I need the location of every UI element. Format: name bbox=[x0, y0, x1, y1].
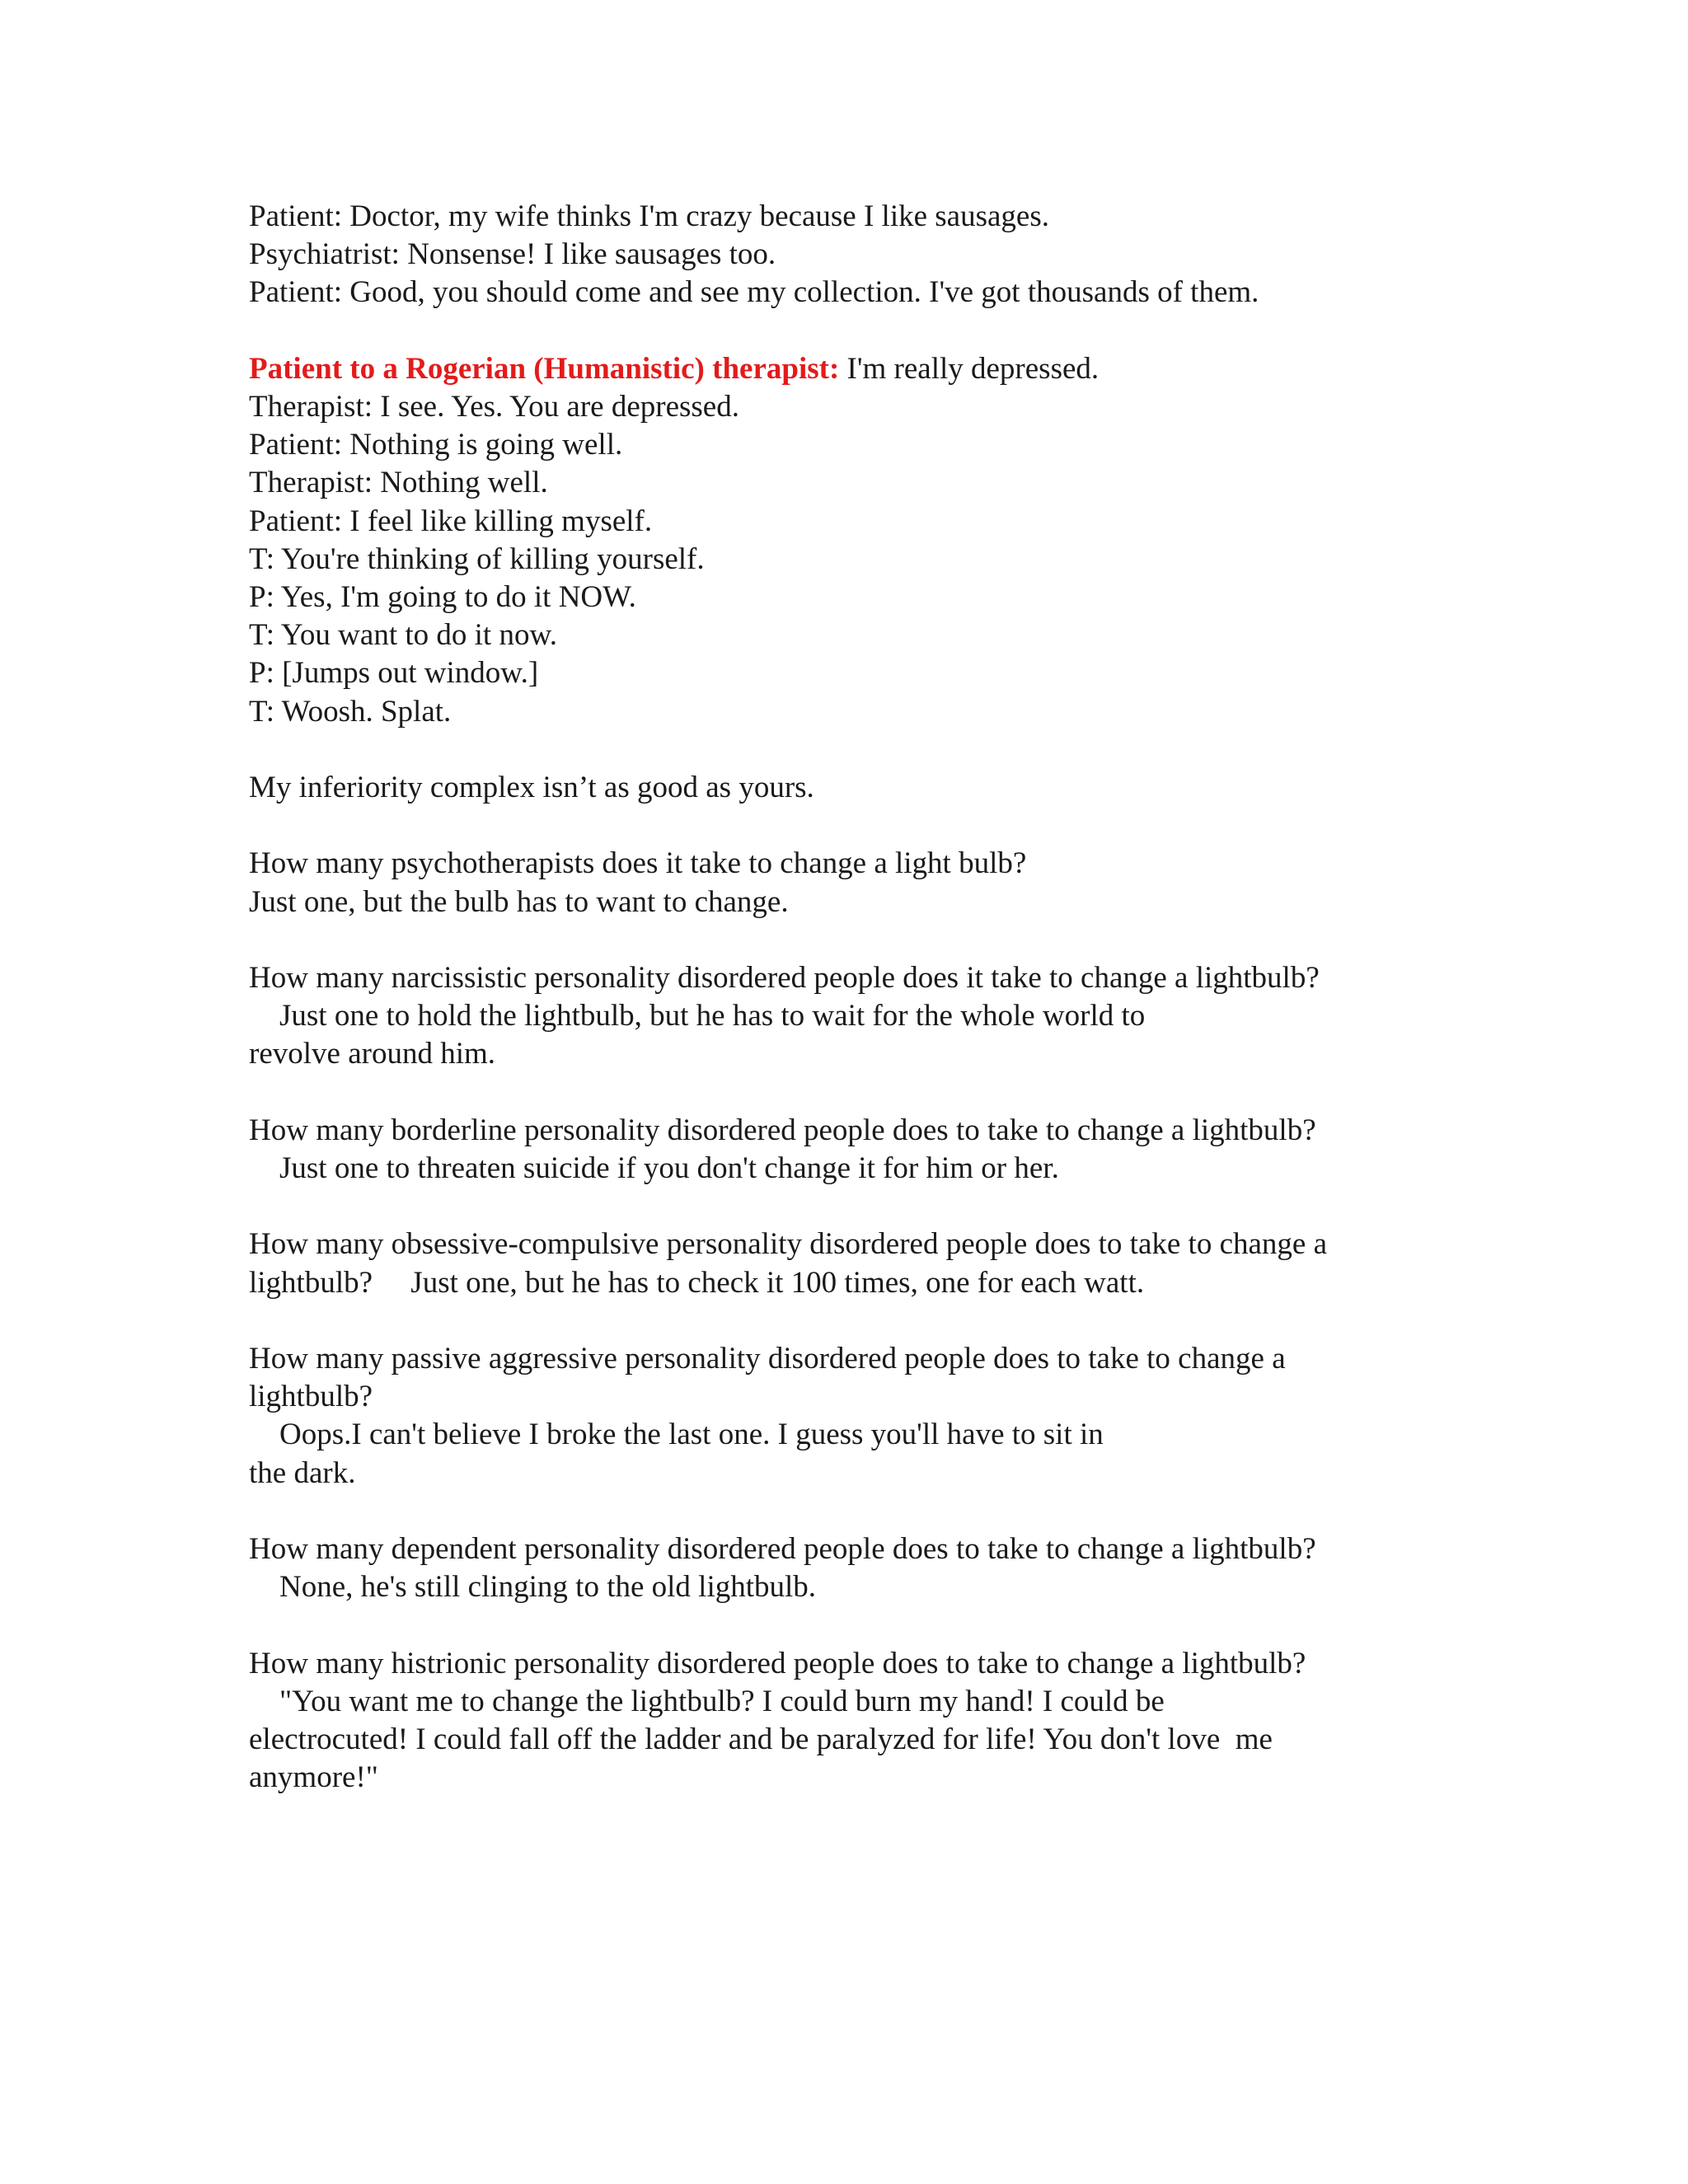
paragraph-gap bbox=[249, 1074, 1485, 1112]
joke7-line1: How many obsessive-compulsive personality disordered people does to take to change a bbox=[249, 1227, 1328, 1262]
joke2-line: Therapist: Nothing well. bbox=[249, 466, 548, 500]
joke10-line2: "You want me to change the lightbulb? I could burn my hand! I could be bbox=[249, 1684, 1165, 1718]
document-body bbox=[249, 198, 1485, 1797]
paragraph-gap bbox=[249, 1188, 1485, 1226]
joke2-line: T: You're thinking of killing yourself. bbox=[249, 541, 705, 576]
paragraph-gap bbox=[249, 1606, 1485, 1644]
joke10-line4: anymore!" bbox=[249, 1760, 378, 1795]
paragraph-gap bbox=[249, 1302, 1485, 1340]
joke5-line1: How many narcissistic personality disordered people does it take to change a lightbulb? bbox=[249, 961, 1320, 995]
joke2-line: P: Yes, I'm going to do it NOW. bbox=[249, 580, 636, 615]
joke7-line2: lightbulb? Just one, but he has to check it 100 times, one for each watt. bbox=[249, 1265, 1145, 1300]
joke4-line2: Just one, but the bulb has to want to change. bbox=[249, 884, 789, 919]
joke2-line: Patient: Nothing is going well. bbox=[249, 428, 623, 462]
joke5-line3: revolve around him. bbox=[249, 1037, 495, 1071]
joke8-line2: lightbulb? bbox=[249, 1380, 373, 1414]
joke1-line2: Psychiatrist: Nonsense! I like sausages too. bbox=[249, 237, 776, 272]
joke6-line1: How many borderline personality disordered people does to take to change a lightbulb? bbox=[249, 1113, 1316, 1147]
joke1-line1: Patient: Doctor, my wife thinks I'm crazy because I like sausages. bbox=[249, 199, 1049, 233]
joke2-line: Therapist: I see. Yes. You are depressed. bbox=[249, 390, 739, 424]
paragraph-gap bbox=[249, 731, 1485, 769]
joke2-line: Patient: I feel like killing myself. bbox=[249, 504, 653, 538]
paragraph-gap bbox=[249, 1493, 1485, 1530]
joke2-heading-rest: I'm really depressed. bbox=[839, 351, 1100, 386]
joke2-heading-line bbox=[249, 350, 1485, 388]
joke8-line3: Oops.I can't believe I broke the last one. I guess you'll have to sit in bbox=[249, 1418, 1104, 1452]
joke2-line: T: Woosh. Splat. bbox=[249, 694, 452, 729]
paragraph-gap bbox=[249, 312, 1485, 350]
joke2-line: P: [Jumps out window.] bbox=[249, 656, 539, 691]
joke1-line3: Patient: Good, you should come and see my collection. I've got thousands of them. bbox=[249, 275, 1259, 310]
joke6-line2: Just one to threaten suicide if you don't change it for him or her. bbox=[249, 1151, 1059, 1185]
joke4-line1: How many psychotherapists does it take to change a light bulb? bbox=[249, 846, 1027, 881]
joke8-line1: How many passive aggressive personality disordered people does to take to change a bbox=[249, 1341, 1286, 1376]
joke10-line1: How many histrionic personality disordered people does to take to change a lightbulb? bbox=[249, 1646, 1306, 1680]
joke2-heading: Patient to a Rogerian (Humanistic) therapist: bbox=[249, 351, 840, 386]
joke9-line1: How many dependent personality disordered people does to take to change a lightbulb? bbox=[249, 1531, 1316, 1566]
joke10-line3: electrocuted! I could fall off the ladder and be paralyzed for life! You don't love me bbox=[249, 1722, 1273, 1756]
joke5-line2: Just one to hold the lightbulb, but he has to wait for the whole world to bbox=[249, 999, 1146, 1033]
joke3-line1: My inferiority complex isn’t as good as yours. bbox=[249, 771, 814, 805]
joke8-line4: the dark. bbox=[249, 1455, 356, 1490]
paragraph-gap bbox=[249, 807, 1485, 845]
paragraph-gap bbox=[249, 921, 1485, 959]
joke9-line2: None, he's still clinging to the old lightbulb. bbox=[249, 1570, 817, 1605]
joke2-line: T: You want to do it now. bbox=[249, 618, 558, 653]
